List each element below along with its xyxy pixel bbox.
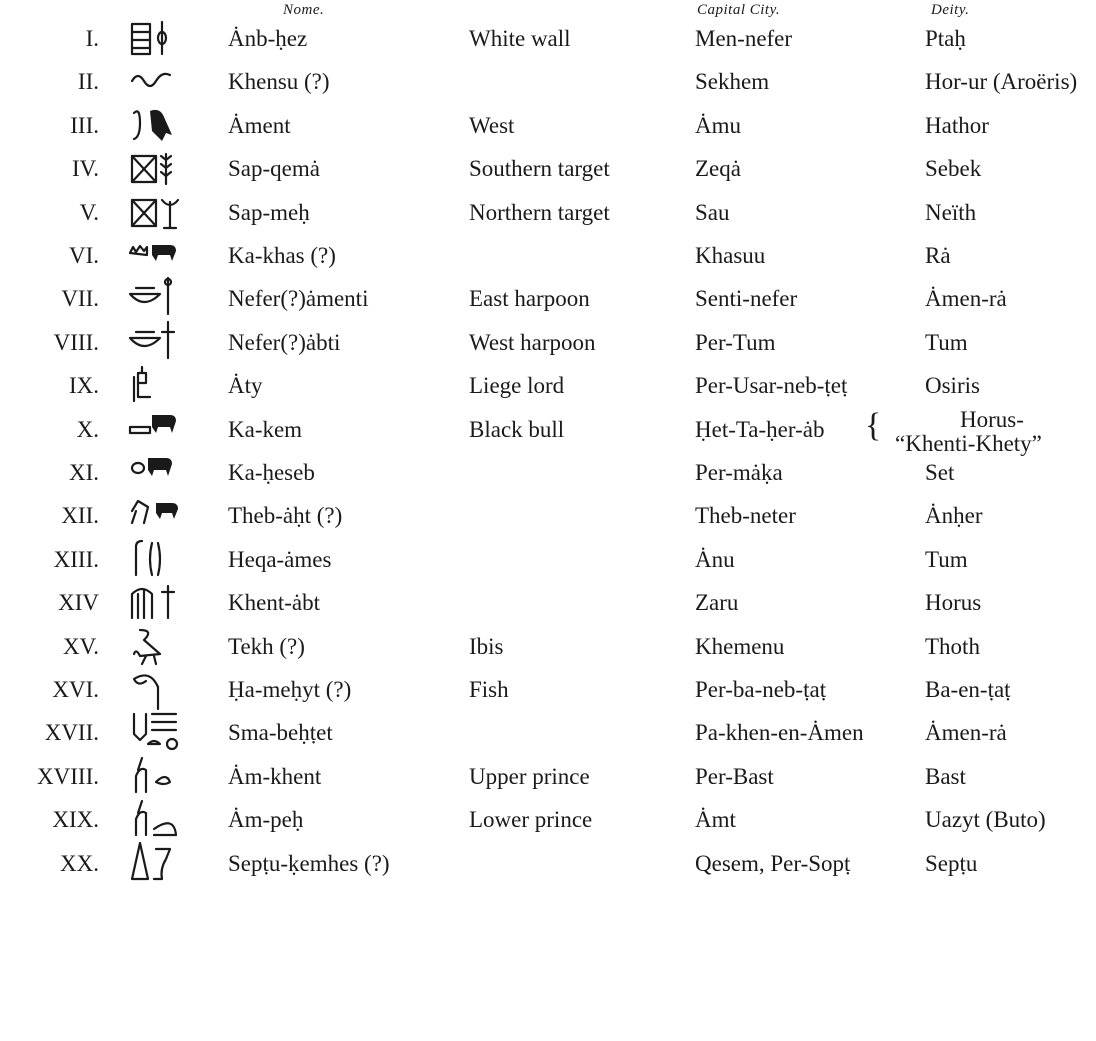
deity: Neïth — [925, 199, 977, 225]
capital-city: Pa-khen-en-Ȧmen — [695, 720, 864, 746]
deity-line-2: “Khenti-Khety” — [895, 430, 1042, 456]
nome-number: IX. — [68, 373, 99, 399]
table-row — [0, 845, 1096, 888]
deity: Thoth — [925, 633, 980, 659]
nome-number: IV. — [71, 156, 99, 182]
deity: Rȧ — [925, 243, 951, 268]
header-nome: Nome. — [283, 2, 325, 18]
nome-meaning: West harpoon — [469, 329, 596, 355]
nome-number: III. — [70, 112, 99, 138]
nome-name: Heqa-ȧmes — [228, 546, 332, 572]
nome-name: Nefer(?)ȧmenti — [228, 286, 369, 312]
deity: Ba-en-ṭaṭ — [925, 677, 1011, 702]
nome-number: XIII. — [53, 546, 99, 572]
nome-meaning: Lower prince — [469, 807, 593, 833]
capital-city: Ȧnu — [695, 546, 735, 572]
nome-name: Nefer(?)ȧbti — [228, 329, 341, 355]
nome-number: XIV — [58, 590, 99, 616]
deity: Bast — [925, 763, 966, 789]
capital-city: Ȧmu — [695, 112, 741, 138]
deity: Tum — [925, 546, 968, 572]
nome-name: Ȧm-khent — [228, 763, 322, 789]
capital-city: Qesem, Per-Sopṭ — [695, 850, 851, 876]
nome-number: X. — [76, 416, 99, 442]
nome-meaning: Ibis — [469, 633, 504, 659]
nome-number: XV. — [62, 633, 99, 659]
deity: Ȧmen-rȧ — [925, 286, 1007, 312]
deity: Sebek — [925, 156, 982, 182]
nome-number: XVII. — [44, 720, 99, 746]
deity: Horus — [925, 590, 982, 616]
capital-city: Khasuu — [695, 243, 766, 268]
capital-city: Senti-nefer — [695, 286, 798, 312]
nome-number: V. — [79, 199, 99, 225]
nome-number: XI. — [68, 460, 99, 485]
nome-number: VIII. — [53, 329, 99, 355]
nome-meaning: West — [469, 112, 515, 138]
capital-city: Men-nefer — [695, 26, 793, 51]
capital-city: Khemenu — [695, 633, 785, 659]
deity: Ptaḥ — [925, 26, 966, 51]
nome-meaning: Fish — [469, 677, 509, 702]
deity: Ȧmen-rȧ — [925, 720, 1007, 746]
capital-city: Sau — [695, 199, 730, 225]
brace: { — [865, 406, 882, 444]
nome-name: Ka-khas (?) — [228, 243, 336, 268]
deity: Uazyt (Buto) — [925, 807, 1046, 833]
nome-name: Sap-meḥ — [228, 199, 310, 225]
capital-city: Per-ba-neb-ṭaṭ — [695, 677, 827, 702]
nome-meaning: Upper prince — [469, 763, 590, 789]
nome-number: I. — [85, 26, 99, 51]
capital-city: Zeqȧ — [695, 156, 741, 182]
nome-meaning: East harpoon — [469, 286, 590, 312]
deity: Tum — [925, 329, 968, 355]
nome-number: XVI. — [52, 677, 99, 702]
nome-name: Khensu (?) — [228, 69, 330, 95]
nome-number: II. — [77, 69, 99, 95]
hieroglyph-icon — [128, 839, 184, 891]
nome-name: Ȧm-peḥ — [228, 807, 304, 833]
capital-city: Per-Usar-neb-ṭeṭ — [695, 373, 848, 399]
deity: Set — [925, 460, 955, 485]
capital-city: Per-mȧḳa — [695, 460, 783, 485]
nome-number: XX. — [60, 850, 99, 876]
nome-name: Ȧment — [228, 112, 291, 138]
nome-name: Ka-ḥeseb — [228, 460, 315, 485]
header-deity: Deity. — [931, 2, 970, 18]
nome-name: Sepṭu-ḳemhes (?) — [228, 850, 390, 876]
capital-city: Per-Tum — [695, 329, 776, 355]
nome-name: Ḥa-meḥyt (?) — [228, 677, 352, 702]
nome-name: Sma-beḥṭet — [228, 720, 333, 746]
nome-name: Ka-kem — [228, 416, 303, 442]
nome-meaning: Liege lord — [469, 373, 565, 399]
nome-meaning: Southern target — [469, 156, 610, 182]
deity: Sepṭu — [925, 850, 978, 876]
nome-name: Tekh (?) — [228, 633, 305, 659]
deity: Horus- — [960, 406, 1024, 432]
nome-meaning: Northern target — [469, 199, 610, 225]
deity: Osiris — [925, 373, 980, 399]
deity: Hathor — [925, 112, 989, 138]
nome-meaning: Black bull — [469, 416, 565, 442]
nome-name: Sap-qemȧ — [228, 156, 320, 182]
header-capital-city: Capital City. — [697, 2, 781, 18]
deity: Hor-ur (Aroëris) — [925, 69, 1078, 95]
capital-city: Sekhem — [695, 69, 770, 95]
capital-city: Zaru — [695, 590, 739, 616]
nome-number: VI. — [68, 243, 99, 268]
nome-number: XII. — [61, 503, 99, 529]
capital-city: Per-Bast — [695, 763, 774, 789]
capital-city: Ȧmt — [695, 807, 736, 833]
nome-number: XVIII. — [37, 763, 99, 789]
nome-name: Ȧnb-ḥez — [228, 26, 308, 51]
nome-number: VII. — [61, 286, 99, 312]
nome-name: Theb-ȧḥt (?) — [228, 503, 343, 529]
nome-name: Ȧty — [228, 373, 263, 399]
nome-number: XIX. — [52, 807, 99, 833]
nome-meaning: White wall — [469, 26, 571, 51]
capital-city: Ḥet-Ta-ḥer-ȧb — [695, 416, 825, 442]
deity: Ȧnḥer — [925, 503, 983, 529]
nome-name: Khent-ȧbt — [228, 590, 320, 616]
capital-city: Theb-neter — [695, 503, 796, 529]
